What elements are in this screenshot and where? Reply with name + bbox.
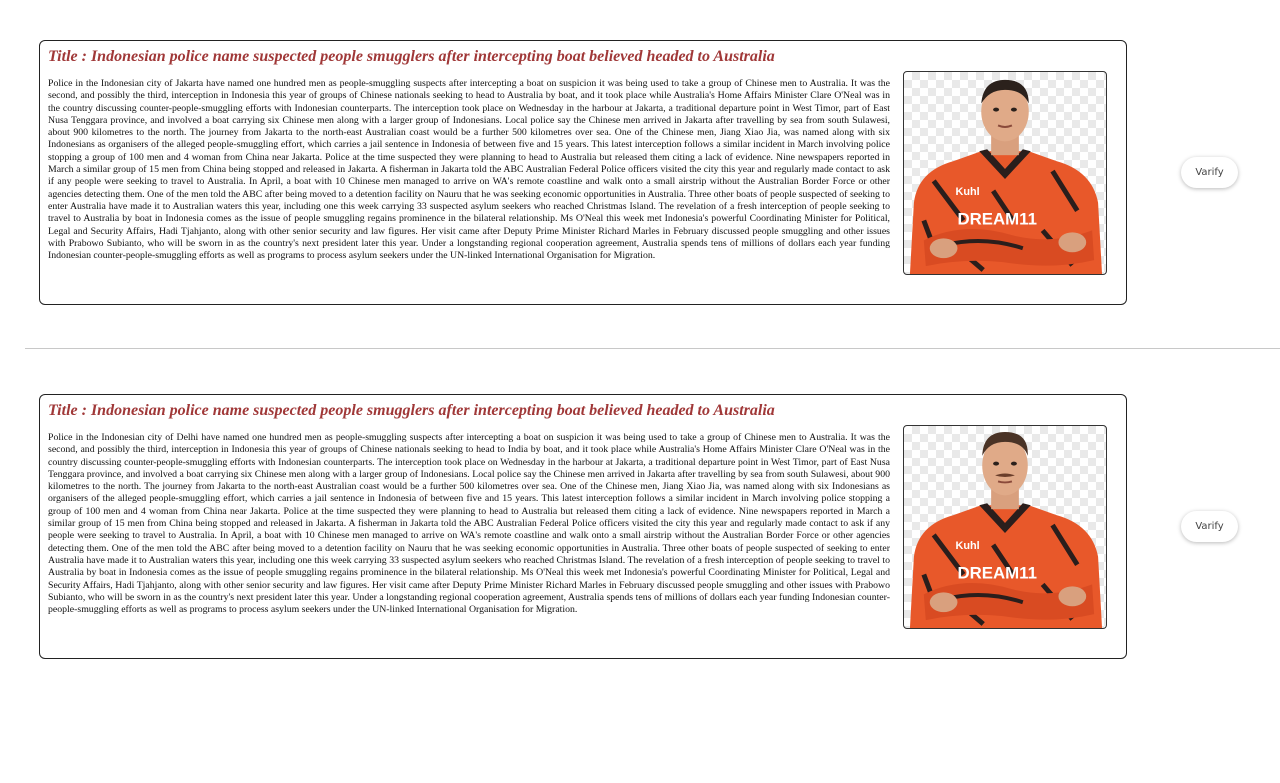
article-card <box>39 394 1127 659</box>
player-photo <box>903 71 1107 275</box>
section-divider <box>25 348 1280 349</box>
sponsor-logo-text: Kuhl <box>955 185 980 198</box>
jersey-text: DREAM11 <box>957 209 1037 229</box>
sponsor-logo-text: Kuhl <box>955 539 980 552</box>
article-card <box>39 40 1127 305</box>
article-body: Police in the Indonesian city of Jakarta have named one hundred men as people-smuggling suspects after intercepting a boat on suspicion it was being used to take a group of Chinese men to Australia. It was the second, and possibly the third, interception in Indonesia this year of groups of Chinese nationals seeking to head to Australia by boat, and it took place while Australia's Home Affairs Minister Clare O'Neal was in the country discussing counter-people-smuggling efforts with Indonesian counterparts. The interception took place on Wednesday in the harbour at Jakarta, a traditional departure point in West Timor, part of East Nusa Tenggara province, and involved a boat carrying six Chinese men along with a larger group of Indonesians. Local police say the Chinese men arrived in Jakarta after travelling by sea from south Sulawesi, about 900 kilometres to the north. The journey from Jakarta to the north-east Australian coast would be a further 500 kilometres over sea. One of the Chinese men, Jiang Xiao Jia, was named along with six Indonesians as organisers of the alleged people-smuggling effort, which carries a jail sentence in Indonesia of between five and 15 years. This latest interception follows a similar incident in March involving police stopping a group of 100 men and 4 woman from China near Jakarta. Police at the time suspected they were planning to head to Australia but released them citing a lack of evidence. Nine newspapers reported in March a similar group of 15 men from China being stopped and released in Jakarta. A fisherman in Jakarta told the ABC Australian Federal Police officers visited the city this year and regularly made contact to ask if any people were seeking to travel to Australia. In April, a boat with 10 Chinese men managed to arrive on WA's remote coastline and walk onto a small airstrip without the Australian Border Force or other agencies detecting them. One of the men told the ABC after being moved to a detention facility on Nauru that he was seeking economic opportunities in Australia. Three other boats of people suspected of seeking to enter Australia have made it to Australian waters this year, including one this week carrying 33 suspected asylum seekers who reached Christmas Island. The revelation of a fresh interception of people seeking to travel to Australia by boat in Indonesia comes as the issue of people smuggling regains prominence in the bilateral relationship. Ms O'Neal this week met Indonesia's powerful Coordinating Minister for Political, Legal and Security Affairs, Hadi Tjahjanto, along with other senior security and law figures. Her visit came after Deputy Prime Minister Richard Marles in February discussed people smuggling and other issues with Prabowo Subianto, who will be sworn in as the country's next president later this year. Under a longstanding regional cooperation agreement, Australia spends tens of millions of dollars each year funding Indonesian counter-people-smuggling efforts as well as programs to process asylum seekers under the UN-linked International Organisation for Migration. <box>48 78 890 262</box>
jersey-text: DREAM11 <box>957 563 1037 583</box>
article-title: Title : Indonesian police name suspected people smugglers after intercepting boat believed headed to Australia <box>48 402 775 419</box>
article-title: Title : Indonesian police name suspected people smugglers after intercepting boat believed headed to Australia <box>48 48 775 65</box>
article-body: Police in the Indonesian city of Delhi have named one hundred men as people-smuggling suspects after intercepting a boat on suspicion it was being used to take a group of Chinese men to Australia. It was the second, and possibly the third, interception in Indonesia this year of groups of Chinese nationals seeking to head to India by boat, and it took place while Australia's Home Affairs Minister Clare O'Neal was in the country discussing counter-people-smuggling efforts with Indonesian counterparts. The interception took place on Wednesday in the harbour at Jakarta, a traditional departure point in West Timor, part of East Nusa Tenggara province, and involved a boat carrying six Chinese men along with a larger group of Indonesians. Local police say the Chinese men arrived in Jakarta after travelling by sea from south Sulawesi, about 900 kilometres to the north. The journey from Jakarta to the north-east Australian coast would be a further 500 kilometres over sea. One of the Chinese men, Jiang Xiao Jia, was named along with six Indonesians as organisers of the alleged people-smuggling effort, which carries a jail sentence in Indonesia of between five and 15 years. This latest interception follows a similar incident in March involving police stopping a group of 100 men and 4 woman from China near Jakarta. Police at the time suspected they were planning to head to Australia but released them citing a lack of evidence. Nine newspapers reported in March a similar group of 15 men from China being stopped and released in Jakarta. A fisherman in Jakarta told the ABC Australian Federal Police officers visited the city this year and regularly made contact to ask if any people were seeking to travel to Australia. In April, a boat with 10 Chinese men managed to arrive on WA's remote coastline and walk onto a small airstrip without the Australian Border Force or other agencies detecting them. One of the men told the ABC after being moved to a detention facility on Nauru that he was seeking economic opportunities in Australia. Three other boats of people suspected of seeking to enter Australia have made it to Australian waters this year, including one this week carrying 33 suspected asylum seekers who reached Christmas Island. The revelation of a fresh interception of people seeking to travel to Australia by boat in Indonesia comes as the issue of people smuggling regains prominence in the bilateral relationship. Ms O'Neal this week met Indonesia's powerful Coordinating Minister for Political, Legal and Security Affairs, Hadi Tjahjanto, along with other senior security and law figures. Her visit came after Deputy Prime Minister Richard Marles in February discussed people smuggling and other issues with Prabowo Subianto, who will be sworn in as the country's next president later this year. Under a longstanding regional cooperation agreement, Australia spends tens of millions of dollars each year funding Indonesian counter-people-smuggling efforts as well as programs to process asylum seekers under the UN-linked International Organisation for Migration. <box>48 432 890 616</box>
verify-button[interactable]: Varify <box>1181 511 1238 542</box>
verify-button[interactable]: Varify <box>1181 157 1238 188</box>
player-photo <box>903 425 1107 629</box>
